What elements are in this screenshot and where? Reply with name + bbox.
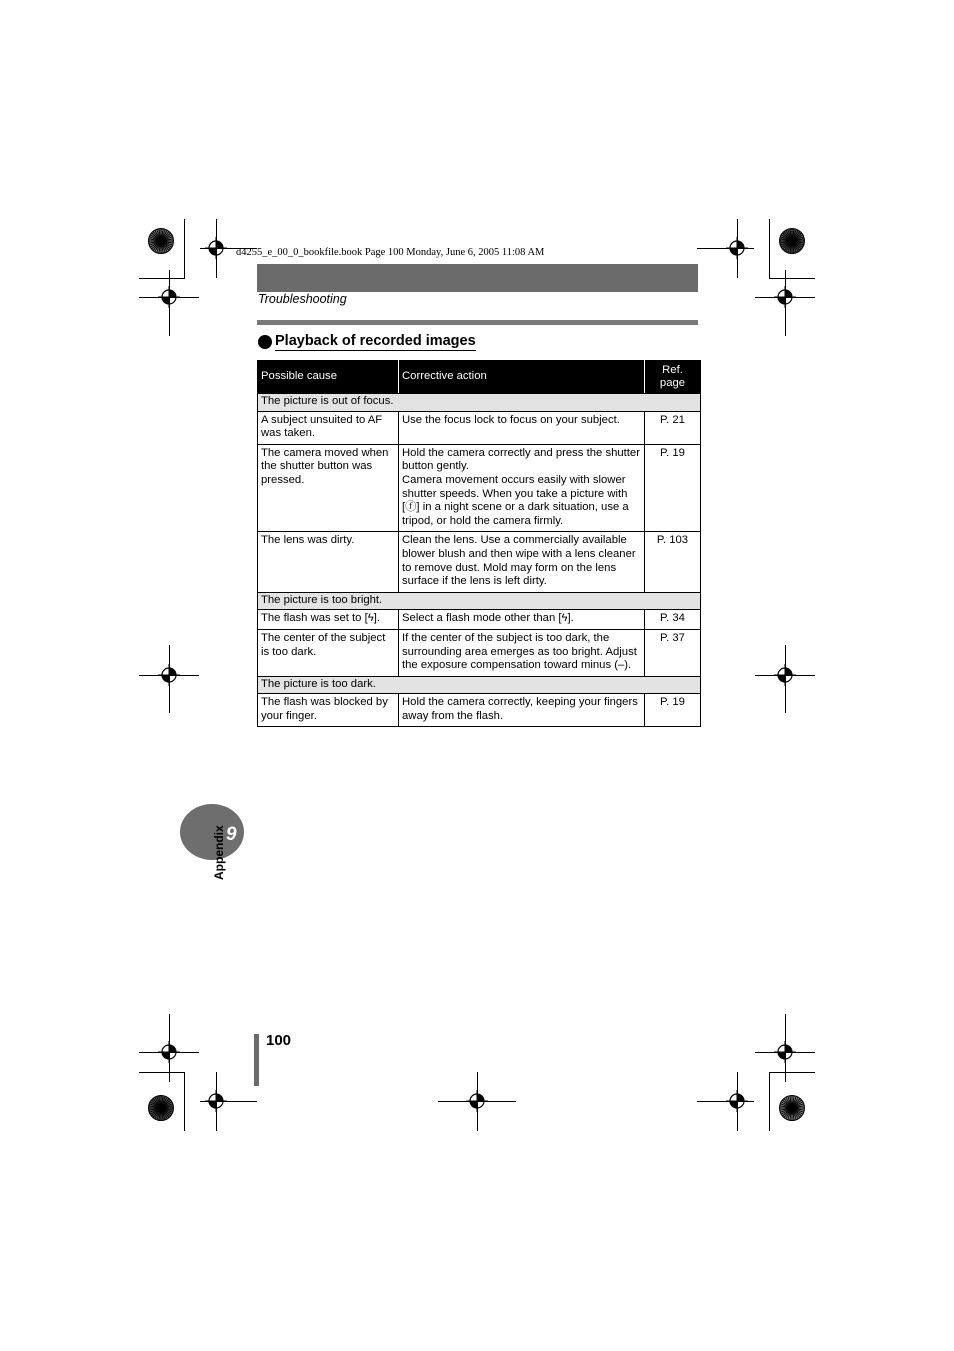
group-title: The picture is too dark.	[258, 676, 701, 694]
table-row	[258, 610, 701, 630]
color-rosette-icon	[148, 1095, 174, 1121]
header-ref-page	[645, 361, 701, 394]
cell-possible-cause: The lens was dirty.	[258, 532, 399, 592]
registration-mark-icon	[158, 1041, 180, 1063]
table-row	[258, 444, 701, 532]
cell-possible-cause: The flash was blocked by your finger.	[258, 694, 399, 727]
color-rosette-icon	[779, 1095, 805, 1121]
page-number: 100	[266, 1032, 292, 1049]
table-header-row	[258, 361, 701, 394]
section-heading-text: Playback of recorded images	[275, 333, 476, 349]
page-number-bar	[254, 1034, 259, 1086]
running-title: Troubleshooting	[258, 292, 347, 306]
chapter-number: 9	[226, 824, 237, 845]
registration-mark-icon	[774, 664, 796, 686]
registration-mark-icon	[726, 237, 748, 259]
cell-possible-cause: The camera moved when the shutter button was pressed.	[258, 444, 399, 532]
cell-corrective-action: Use the focus lock to focus on your subject.	[399, 411, 645, 444]
color-rosette-icon	[779, 228, 805, 254]
cell-corrective-action: Hold the camera correctly, keeping your fingers away from the flash.	[399, 694, 645, 727]
cell-ref-page: P. 19	[645, 694, 701, 727]
cell-corrective-action: Select a flash mode other than [ϟ].	[399, 610, 645, 630]
registration-mark-icon	[158, 664, 180, 686]
group-title: The picture is out of focus.	[258, 394, 701, 412]
group-title: The picture is too bright.	[258, 592, 701, 610]
cell-ref-page: P. 34	[645, 610, 701, 630]
cell-possible-cause: The flash was set to [ϟ].	[258, 610, 399, 630]
cell-corrective-action: Clean the lens. Use a commercially available blower blush and then wipe with a lens cleaner to remove dust. Mold may form on the lens surface if the lens is left dirty.	[399, 532, 645, 592]
cell-possible-cause: A subject unsuited to AF was taken.	[258, 411, 399, 444]
registration-mark-icon	[205, 237, 227, 259]
cell-possible-cause: The center of the subject is too dark.	[258, 629, 399, 676]
cell-ref-page: P. 19	[645, 444, 701, 532]
table-group-row	[258, 676, 701, 694]
cell-ref-page: P. 21	[645, 411, 701, 444]
header-corrective-action: Corrective action	[399, 361, 645, 394]
registration-mark-icon	[158, 286, 180, 308]
header-bar	[257, 264, 698, 292]
table-row	[258, 629, 701, 676]
book-file-header: d4255_e_00_0_bookfile.book Page 100 Monday, June 6, 2005 11:08 AM	[236, 247, 545, 258]
cell-corrective-action: If the center of the subject is too dark, the surrounding area emerges as too bright. Adjust the exposure compensation toward minus (–).	[399, 629, 645, 676]
color-rosette-icon	[148, 228, 174, 254]
section-heading	[258, 333, 476, 351]
table-row	[258, 532, 701, 592]
cell-ref-page: P. 103	[645, 532, 701, 592]
cell-ref-page: P. 37	[645, 629, 701, 676]
registration-mark-icon	[205, 1090, 227, 1112]
header-possible-cause: Possible cause	[258, 361, 399, 394]
registration-mark-icon	[726, 1090, 748, 1112]
section-rule	[257, 320, 698, 325]
registration-mark-icon	[774, 1041, 796, 1063]
chapter-label: Appendix	[212, 825, 226, 880]
header-ref-page-text: Ref. page	[659, 363, 686, 389]
table-group-row	[258, 394, 701, 412]
troubleshooting-table	[257, 360, 701, 727]
table-row	[258, 411, 701, 444]
cell-corrective-action: Hold the camera correctly and press the shutter button gently. Camera movement occurs easily with slower shutter speeds. When you take a picture with [ⓕ] in a night scene or a dark situation, use a tripod, or hold the camera firmly.	[399, 444, 645, 532]
registration-mark-icon	[774, 286, 796, 308]
table-row	[258, 694, 701, 727]
table-body	[258, 394, 701, 727]
bullet-icon	[258, 335, 272, 349]
table-group-row	[258, 592, 701, 610]
registration-mark-icon	[466, 1090, 488, 1112]
